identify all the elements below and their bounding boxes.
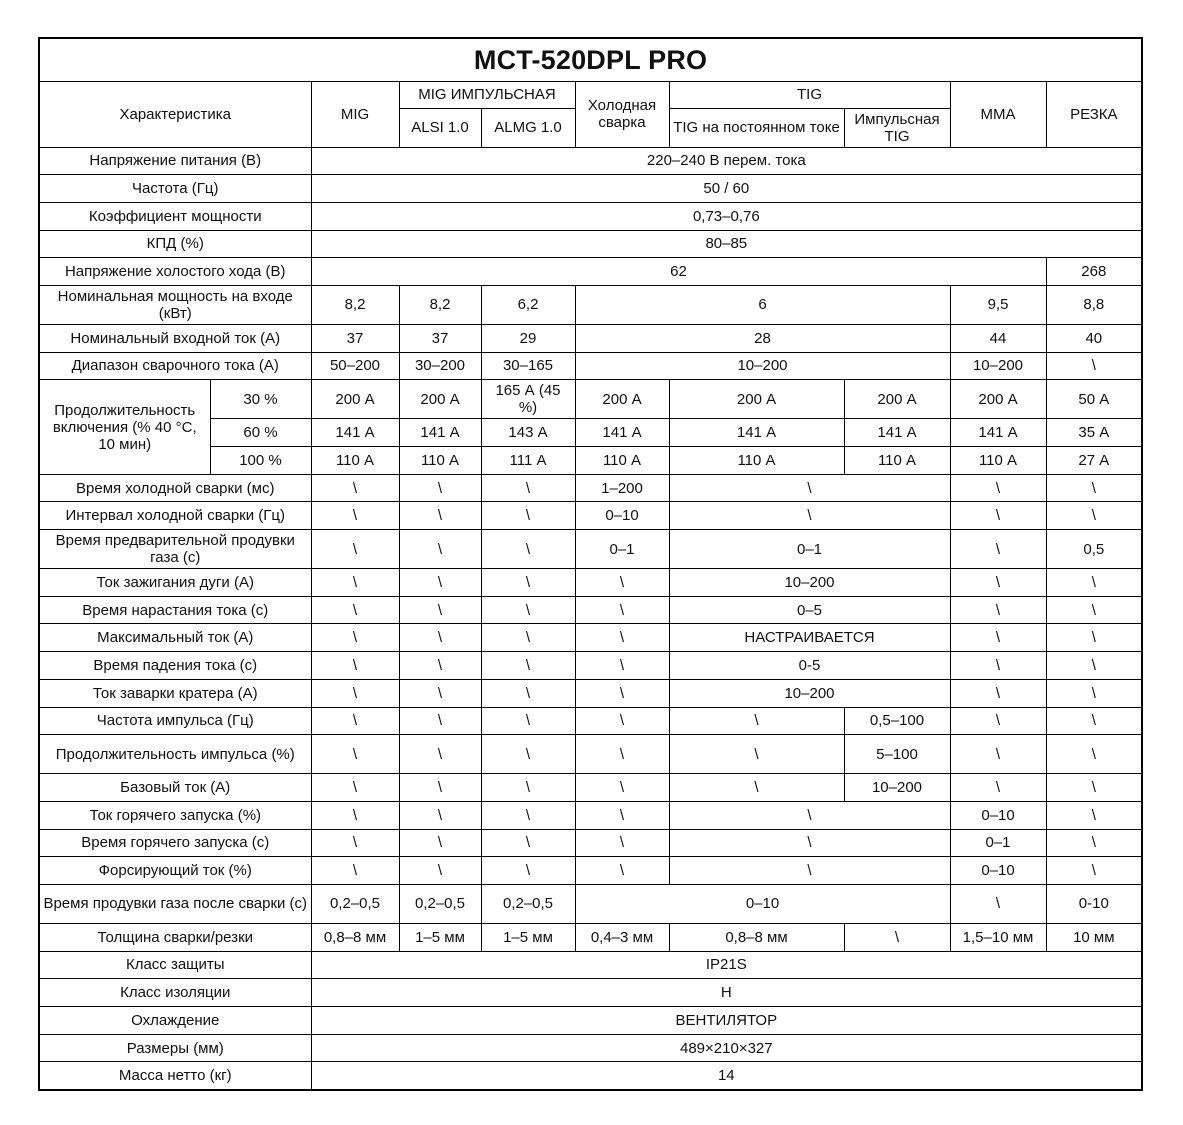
table-cell: 141 А — [399, 419, 481, 447]
row-label: Продолжительность импульса (%) — [39, 735, 311, 774]
table-cell: 0–1 — [575, 530, 669, 569]
table-row — [39, 285, 1142, 324]
table-cell: \ — [950, 679, 1046, 707]
row-label: Время предварительной продувки газа (с) — [39, 530, 311, 569]
title-row — [39, 38, 1142, 81]
table-cell: 29 — [481, 324, 575, 352]
row-value: 220–240 В перем. тока — [311, 147, 1142, 175]
table-cell: \ — [669, 829, 950, 857]
row-label: Размеры (мм) — [39, 1034, 311, 1062]
row-label: Напряжение холостого хода (В) — [39, 258, 311, 286]
table-cell: 200 А — [844, 380, 950, 419]
table-cell: 30–200 — [399, 352, 481, 380]
table-cell: \ — [399, 857, 481, 885]
header-row-1 — [39, 81, 1142, 108]
row-label: Время горячего запуска (с) — [39, 829, 311, 857]
row-label: Ток заварки кратера (А) — [39, 679, 311, 707]
table-cell: \ — [311, 474, 399, 502]
table-cell: \ — [399, 652, 481, 680]
row-label: Масса нетто (кг) — [39, 1062, 311, 1090]
table-cell: 10–200 — [844, 774, 950, 802]
header-characteristic: Характеристика — [39, 81, 311, 147]
table-cell: \ — [311, 502, 399, 530]
row-value: 14 — [311, 1062, 1142, 1090]
table-cell: 141 А — [669, 419, 844, 447]
table-row — [39, 923, 1142, 951]
table-row — [39, 569, 1142, 597]
header-tig-pulse: Импульсная TIG — [844, 108, 950, 147]
table-cell: \ — [1046, 652, 1142, 680]
row-label: Охлаждение — [39, 1007, 311, 1035]
row-label: Номинальная мощность на входе (кВт) — [39, 285, 311, 324]
table-cell: \ — [575, 801, 669, 829]
row-value: 80–85 — [311, 230, 1142, 258]
table-cell: 35 А — [1046, 419, 1142, 447]
table-cell: \ — [399, 679, 481, 707]
table-cell: \ — [481, 652, 575, 680]
table-cell: 6,2 — [481, 285, 575, 324]
table-cell: 0,8–8 мм — [311, 923, 399, 951]
table-cell: \ — [1046, 774, 1142, 802]
table-cell: 10 мм — [1046, 923, 1142, 951]
table-row — [39, 1007, 1142, 1035]
table-cell: \ — [1046, 474, 1142, 502]
table-row — [39, 596, 1142, 624]
table-cell: \ — [311, 530, 399, 569]
table-cell: 10–200 — [669, 679, 950, 707]
table-cell: \ — [669, 774, 844, 802]
table-cell: 110 А — [399, 447, 481, 475]
header-alsi: ALSI 1.0 — [399, 108, 481, 147]
table-cell: 110 А — [311, 447, 399, 475]
table-row — [39, 175, 1142, 203]
table-cell: \ — [669, 502, 950, 530]
table-cell: 1,5–10 мм — [950, 923, 1046, 951]
table-cell: \ — [311, 679, 399, 707]
table-cell: \ — [481, 624, 575, 652]
table-cell: \ — [950, 596, 1046, 624]
table-cell: \ — [575, 774, 669, 802]
table-cell: \ — [481, 707, 575, 735]
table-cell: \ — [399, 707, 481, 735]
row-value: 268 — [1046, 258, 1142, 286]
row-value: 489×210×327 — [311, 1034, 1142, 1062]
header-mig-pulse: MIG ИМПУЛЬСНАЯ — [399, 81, 575, 108]
table-cell: 200 А — [669, 380, 844, 419]
table-cell: \ — [575, 569, 669, 597]
table-cell: \ — [399, 774, 481, 802]
table-row — [39, 801, 1142, 829]
table-cell: 0,2–0,5 — [481, 884, 575, 923]
row-label: Время падения тока (с) — [39, 652, 311, 680]
table-cell: 0,2–0,5 — [311, 884, 399, 923]
table-cell: 0–10 — [950, 857, 1046, 885]
row-value: 62 — [311, 258, 1046, 286]
row-label: Максимальный ток (А) — [39, 624, 311, 652]
table-row — [39, 624, 1142, 652]
table-cell: \ — [950, 707, 1046, 735]
table-cell: 6 — [575, 285, 950, 324]
header-almg: ALMG 1.0 — [481, 108, 575, 147]
table-cell: 9,5 — [950, 285, 1046, 324]
table-cell: \ — [399, 801, 481, 829]
table-cell: \ — [481, 857, 575, 885]
table-cell: 0–10 — [575, 884, 950, 923]
table-cell: \ — [669, 707, 844, 735]
table-row — [39, 951, 1142, 979]
table-cell: 0-5 — [669, 652, 950, 680]
row-value: IP21S — [311, 951, 1142, 979]
table-cell: \ — [481, 774, 575, 802]
table-cell: \ — [1046, 707, 1142, 735]
table-cell: \ — [311, 735, 399, 774]
header-cutting: РЕЗКА — [1046, 81, 1142, 147]
table-cell: \ — [950, 652, 1046, 680]
table-cell: \ — [311, 801, 399, 829]
table-cell: НАСТРАИВАЕТСЯ — [669, 624, 950, 652]
table-cell: \ — [1046, 801, 1142, 829]
table-cell: 0,4–3 мм — [575, 923, 669, 951]
table-cell: \ — [399, 502, 481, 530]
table-cell: \ — [950, 884, 1046, 923]
table-row — [39, 829, 1142, 857]
table-cell: \ — [1046, 857, 1142, 885]
row-label: Ток зажигания дуги (А) — [39, 569, 311, 597]
table-row — [39, 652, 1142, 680]
table-cell: 8,8 — [1046, 285, 1142, 324]
table-cell: \ — [399, 474, 481, 502]
table-row — [39, 707, 1142, 735]
table-cell: \ — [481, 569, 575, 597]
table-cell: \ — [669, 801, 950, 829]
duty-percent: 100 % — [210, 447, 311, 475]
table-row — [39, 857, 1142, 885]
table-row — [39, 202, 1142, 230]
table-cell: \ — [311, 652, 399, 680]
table-cell: \ — [481, 829, 575, 857]
table-cell: 0,8–8 мм — [669, 923, 844, 951]
table-cell: \ — [950, 502, 1046, 530]
row-label: Интервал холодной сварки (Гц) — [39, 502, 311, 530]
table-cell: \ — [481, 801, 575, 829]
table-cell: \ — [950, 774, 1046, 802]
table-cell: \ — [575, 624, 669, 652]
table-cell: \ — [669, 474, 950, 502]
table-cell: \ — [311, 569, 399, 597]
duty-percent: 30 % — [210, 380, 311, 419]
table-cell: \ — [575, 707, 669, 735]
table-cell: \ — [1046, 829, 1142, 857]
table-row — [39, 679, 1142, 707]
table-cell: 200 А — [575, 380, 669, 419]
table-cell: \ — [575, 679, 669, 707]
table-cell: \ — [481, 596, 575, 624]
table-cell: 0–10 — [950, 801, 1046, 829]
table-cell: 1–200 — [575, 474, 669, 502]
table-cell: 1–5 мм — [481, 923, 575, 951]
table-cell: \ — [311, 707, 399, 735]
table-cell: \ — [950, 569, 1046, 597]
table-cell: 141 А — [950, 419, 1046, 447]
table-row — [39, 1062, 1142, 1090]
row-value: 0,73–0,76 — [311, 202, 1142, 230]
table-cell: \ — [844, 923, 950, 951]
table-row — [39, 530, 1142, 569]
table-cell: 5–100 — [844, 735, 950, 774]
table-cell: \ — [1046, 596, 1142, 624]
table-cell: 30–165 — [481, 352, 575, 380]
row-label: Диапазон сварочного тока (А) — [39, 352, 311, 380]
table-row — [39, 735, 1142, 774]
row-label: КПД (%) — [39, 230, 311, 258]
table-cell: \ — [1046, 502, 1142, 530]
table-cell: \ — [399, 624, 481, 652]
table-cell: 10–200 — [669, 569, 950, 597]
table-row — [39, 474, 1142, 502]
table-cell: \ — [1046, 679, 1142, 707]
duty-percent: 60 % — [210, 419, 311, 447]
table-cell: 1–5 мм — [399, 923, 481, 951]
table-cell: 0-10 — [1046, 884, 1142, 923]
row-label: Коэффициент мощности — [39, 202, 311, 230]
table-cell: \ — [481, 679, 575, 707]
table-cell: \ — [399, 530, 481, 569]
row-label: Класс защиты — [39, 951, 311, 979]
row-label: Частота (Гц) — [39, 175, 311, 203]
table-row — [39, 884, 1142, 923]
row-label: Форсирующий ток (%) — [39, 857, 311, 885]
row-label: Толщина сварки/резки — [39, 923, 311, 951]
table-cell: \ — [950, 624, 1046, 652]
row-label: Время холодной сварки (мс) — [39, 474, 311, 502]
table-row — [39, 1034, 1142, 1062]
row-label: Номинальный входной ток (А) — [39, 324, 311, 352]
header-cold-welding: Холодная сварка — [575, 81, 669, 147]
table-cell: 200 А — [311, 380, 399, 419]
table-cell: 40 — [1046, 324, 1142, 352]
table-cell: 143 А — [481, 419, 575, 447]
table-cell: \ — [481, 502, 575, 530]
table-row — [39, 324, 1142, 352]
table-cell: \ — [311, 624, 399, 652]
table-cell: \ — [575, 652, 669, 680]
table-cell: \ — [1046, 569, 1142, 597]
table-cell: 50–200 — [311, 352, 399, 380]
table-cell: 200 А — [399, 380, 481, 419]
header-mig: MIG — [311, 81, 399, 147]
row-label: Класс изоляции — [39, 979, 311, 1007]
row-value: H — [311, 979, 1142, 1007]
table-cell: 165 А (45 %) — [481, 380, 575, 419]
header-tig: TIG — [669, 81, 950, 108]
table-cell: \ — [575, 829, 669, 857]
table-cell: 0–1 — [669, 530, 950, 569]
row-label: Продолжительность включения (% 40 °С, 10 мин) — [39, 380, 210, 474]
row-value: 50 / 60 — [311, 175, 1142, 203]
row-label: Базовый ток (А) — [39, 774, 311, 802]
table-row — [39, 380, 1142, 419]
table-cell: \ — [399, 596, 481, 624]
table-row — [39, 352, 1142, 380]
table-cell: 200 А — [950, 380, 1046, 419]
header-mma: MMA — [950, 81, 1046, 147]
row-value: ВЕНТИЛЯТОР — [311, 1007, 1142, 1035]
table-cell: 28 — [575, 324, 950, 352]
table-cell: 110 А — [950, 447, 1046, 475]
table-row — [39, 774, 1142, 802]
table-cell: 111 А — [481, 447, 575, 475]
table-cell: 141 А — [575, 419, 669, 447]
table-cell: 37 — [399, 324, 481, 352]
table-cell: \ — [399, 569, 481, 597]
table-cell: \ — [669, 857, 950, 885]
row-label: Частота импульса (Гц) — [39, 707, 311, 735]
table-cell: 44 — [950, 324, 1046, 352]
table-cell: \ — [950, 474, 1046, 502]
table-cell: 0–5 — [669, 596, 950, 624]
table-cell: \ — [311, 857, 399, 885]
row-label: Время продувки газа после сварки (с) — [39, 884, 311, 923]
table-cell: 0,5 — [1046, 530, 1142, 569]
table-row — [39, 230, 1142, 258]
table-cell: 110 А — [844, 447, 950, 475]
table-cell: 0–1 — [950, 829, 1046, 857]
table-row — [39, 147, 1142, 175]
table-row — [39, 979, 1142, 1007]
header-tig-dc: TIG на постоянном токе — [669, 108, 844, 147]
table-cell: \ — [481, 735, 575, 774]
table-cell: \ — [950, 735, 1046, 774]
table-cell: 110 А — [575, 447, 669, 475]
table-cell: 8,2 — [399, 285, 481, 324]
table-cell: 37 — [311, 324, 399, 352]
table-cell: 10–200 — [575, 352, 950, 380]
table-cell: \ — [575, 596, 669, 624]
table-cell: \ — [1046, 735, 1142, 774]
table-cell: 0,5–100 — [844, 707, 950, 735]
table-cell: \ — [575, 857, 669, 885]
table-cell: 141 А — [844, 419, 950, 447]
table-cell: 50 А — [1046, 380, 1142, 419]
table-cell: 110 А — [669, 447, 844, 475]
page-title: MCT-520DPL PRO — [39, 38, 1142, 81]
row-label: Время нарастания тока (с) — [39, 596, 311, 624]
table-cell: \ — [311, 774, 399, 802]
row-label: Ток горячего запуска (%) — [39, 801, 311, 829]
table-cell: 0–10 — [575, 502, 669, 530]
table-cell: 27 А — [1046, 447, 1142, 475]
table-cell: \ — [669, 735, 844, 774]
row-label: Напряжение питания (В) — [39, 147, 311, 175]
table-cell: \ — [950, 530, 1046, 569]
table-cell: \ — [575, 735, 669, 774]
table-cell: 8,2 — [311, 285, 399, 324]
table-cell: 10–200 — [950, 352, 1046, 380]
table-cell: \ — [399, 735, 481, 774]
table-cell: \ — [481, 474, 575, 502]
spec-table — [38, 37, 1143, 1091]
table-cell: \ — [311, 596, 399, 624]
table-cell: \ — [311, 829, 399, 857]
table-cell: 0,2–0,5 — [399, 884, 481, 923]
table-cell: \ — [1046, 624, 1142, 652]
table-cell: \ — [481, 530, 575, 569]
table-row — [39, 258, 1142, 286]
table-row — [39, 502, 1142, 530]
table-cell: 141 А — [311, 419, 399, 447]
table-cell: \ — [399, 829, 481, 857]
table-cell: \ — [1046, 352, 1142, 380]
